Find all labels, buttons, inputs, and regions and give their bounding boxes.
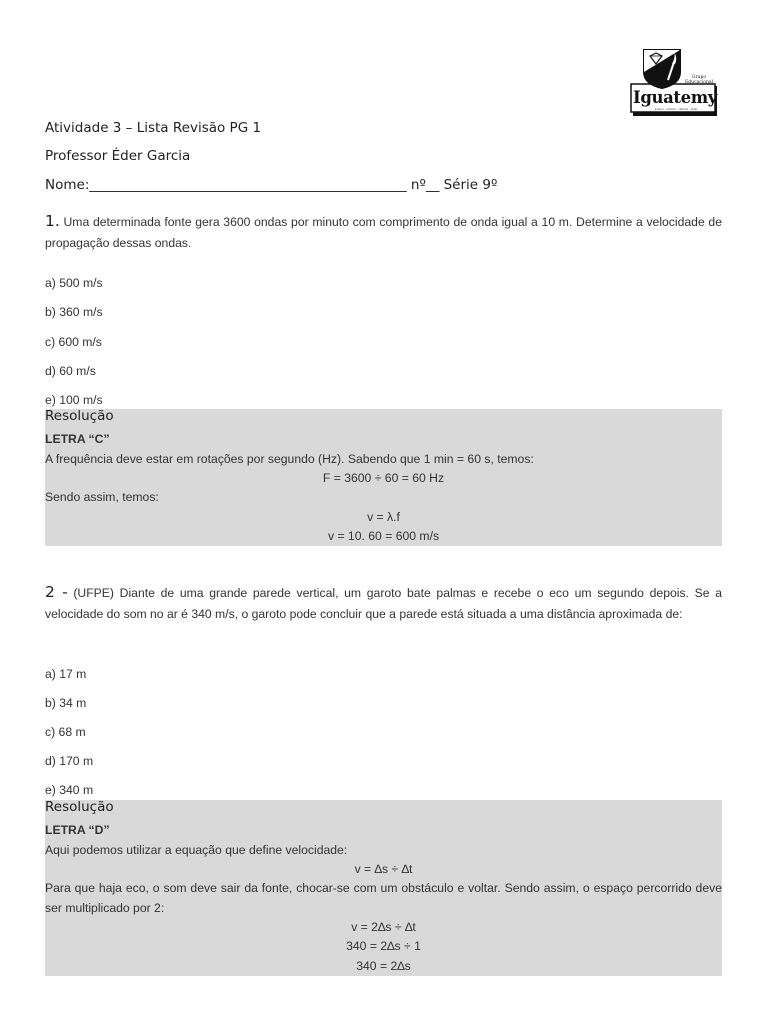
student-name-line: Nome:_______________________________________________ nº__ Série 9º — [45, 177, 498, 193]
resolution-text: Sendo assim, temos: — [45, 490, 159, 504]
question-1-option-c: c) 600 m/s — [45, 335, 102, 349]
resolution-equation: v = 2∆s ÷ ∆t — [351, 920, 416, 934]
question-1 — [45, 211, 722, 254]
question-2-resolution — [45, 800, 722, 976]
question-2 — [45, 582, 722, 625]
logo-tagline: ensino · ordem · ciência · ação — [654, 107, 698, 111]
question-1-resolution — [45, 409, 722, 546]
resolution-equation: 340 = 2∆s — [356, 959, 411, 973]
resolution-equation: 340 = 2∆s ÷ 1 — [346, 939, 421, 953]
question-1-number: 1. — [45, 212, 60, 230]
resolution-equation: v = λ.f — [367, 510, 400, 524]
logo-group-text: Grupo Educacional — [685, 75, 713, 85]
question-2-text: (UFPE) Diante de uma grande parede vertical, um garoto bate palmas e recebe o eco um segundo depois. Se a velocidade do som no ar é 340 m/s, o garoto pode concluir que a parede está situada a uma distância aproximada de: — [45, 586, 722, 621]
resolution-equation: F = 3600 ÷ 60 = 60 Hz — [322, 471, 445, 485]
question-2-number: 2 - — [45, 583, 68, 601]
question-2-option-d: d) 170 m — [45, 754, 94, 768]
question-2-option-e: e) 340 m — [45, 783, 94, 797]
question-1-option-e: e) 100 m/s — [45, 393, 103, 407]
logo-name: Iguatemy — [633, 88, 717, 107]
resolution-title: Resolução — [45, 408, 114, 424]
resolution-answer: LETRA “D” — [45, 823, 110, 837]
question-2-option-c: c) 68 m — [45, 725, 86, 739]
question-1-option-b: b) 360 m/s — [45, 305, 103, 319]
teacher-name: Professor Éder Garcia — [45, 148, 191, 164]
resolution-equation: v = ∆s ÷ ∆t — [354, 862, 413, 876]
resolution-text: Aqui podemos utilizar a equação que define velocidade: — [45, 843, 348, 857]
resolution-text: A frequência deve estar em rotações por segundo (Hz). Sabendo que 1 min = 60 s, temos: — [45, 452, 534, 466]
resolution-title: Resolução — [45, 799, 114, 815]
question-1-text: Uma determinada fonte gera 3600 ondas por minuto com comprimento de onda igual a 10 m. Determine a velocidade de propagação dessas ondas. — [45, 215, 722, 250]
resolution-text: Para que haja eco, o som deve sair da fonte, chocar-se com um obstáculo e voltar. Sendo assim, o espaço percorrido deve ser multiplicado por 2: — [45, 881, 722, 915]
resolution-answer: LETRA “C” — [45, 432, 110, 446]
question-1-option-a: a) 500 m/s — [45, 276, 103, 290]
resolution-equation: v = 10. 60 = 600 m/s — [327, 529, 440, 543]
question-2-option-a: a) 17 m — [45, 667, 87, 681]
school-logo — [628, 46, 720, 118]
activity-title: Atividade 3 – Lista Revisão PG 1 — [45, 120, 262, 136]
question-1-option-d: d) 60 m/s — [45, 364, 96, 378]
question-2-option-b: b) 34 m — [45, 696, 87, 710]
